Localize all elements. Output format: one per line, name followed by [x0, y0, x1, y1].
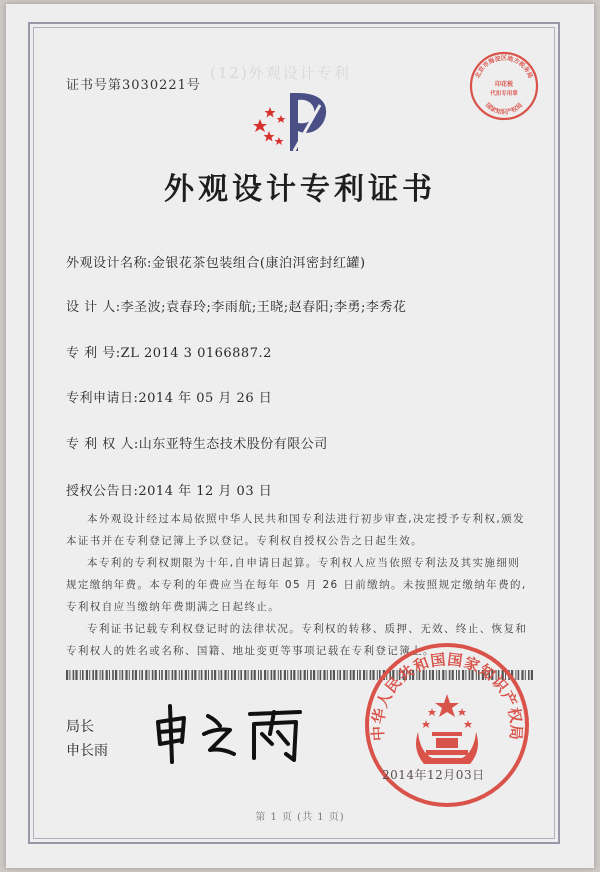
- patent-number-value: ZL 2014 3 0166887.2: [120, 346, 272, 361]
- body-paragraph-3: 专利证书记载专利权登记时的法律状况。专利权的转移、质押、无效、终止、恢复和专利权人的姓名或名称、国籍、地址变更等事项记载在专利登记簿上。: [66, 623, 528, 657]
- certificate-body: [66, 508, 530, 662]
- small-seal-mid2-text: 代扣专用章: [490, 91, 518, 97]
- design-name-value: 金银花茶包装组合(康泊洱密封红罐): [151, 256, 366, 271]
- patent-number-row: [66, 342, 272, 361]
- patentee-value: 山东亚特生态技术股份有限公司: [138, 437, 328, 452]
- patentee-label: 专 利 权 人:: [66, 437, 139, 452]
- filing-date-value: 2014 年 05 月 26 日: [138, 391, 273, 406]
- patentee-row: [66, 433, 328, 452]
- tax-seal-small: [468, 50, 540, 122]
- patent-office-logo: [250, 85, 340, 157]
- seal-date: 2014年12月03日: [382, 768, 485, 782]
- body-paragraph-2: 本专利的专利权期限为十年,自申请日起算。专利权人应当依照专利法及其实施细则规定缴纳年费。本专利的年费应当在每年 05 月 26 日前缴纳。未按照规定缴纳年费的,专利权自应当缴纳年费期满之日起终止。: [66, 557, 527, 613]
- signature-name: 申长雨: [66, 743, 108, 759]
- certificate-number: 证书号第3030221号: [66, 78, 201, 93]
- svg-text:北京市海淀区地方税务局: [473, 54, 534, 79]
- designer-row: [66, 296, 406, 315]
- official-seal-text: 中华人民共和国国家知识产权局: [368, 650, 526, 742]
- grant-date-label: 授权公告日:: [66, 484, 139, 499]
- svg-text:国家知识产权局: [484, 101, 524, 116]
- body-paragraph-1: 本外观设计经过本局依照中华人民共和国专利法进行初步审查,决定授予专利权,颁发本证书并在专利登记簿上予以登记。专利权自授权公告之日起生效。: [66, 513, 525, 547]
- patent-number-label: 专 利 号:: [66, 346, 121, 361]
- filing-date-label: 专利申请日:: [66, 391, 139, 406]
- small-seal-bottom-text: 国家知识产权局: [483, 101, 525, 116]
- design-name-label: 外观设计名称:: [66, 256, 152, 271]
- handwritten-signature: [150, 700, 310, 766]
- designer-value: 李圣波;袁春玲;李雨航;王晓;赵春阳;李勇;李秀花: [120, 300, 407, 315]
- signature-role: 局长: [66, 719, 94, 735]
- small-seal-mid-text: 印花税: [494, 81, 514, 88]
- filing-date-row: [66, 387, 272, 406]
- grant-date-row: [66, 480, 272, 499]
- designer-label: 设 计 人:: [66, 300, 121, 315]
- official-seal: [362, 640, 532, 810]
- small-seal-top-text: 北京市海淀区地方税务局: [474, 55, 534, 80]
- faint-watermark-heading: (12)外观设计专利: [210, 64, 351, 82]
- page-number: 第 1 页 (共 1 页): [255, 812, 345, 823]
- grant-date-value: 2014 年 12 月 03 日: [138, 484, 273, 499]
- design-name-row: [66, 252, 366, 271]
- certificate-title: 外观设计专利证书: [164, 172, 436, 207]
